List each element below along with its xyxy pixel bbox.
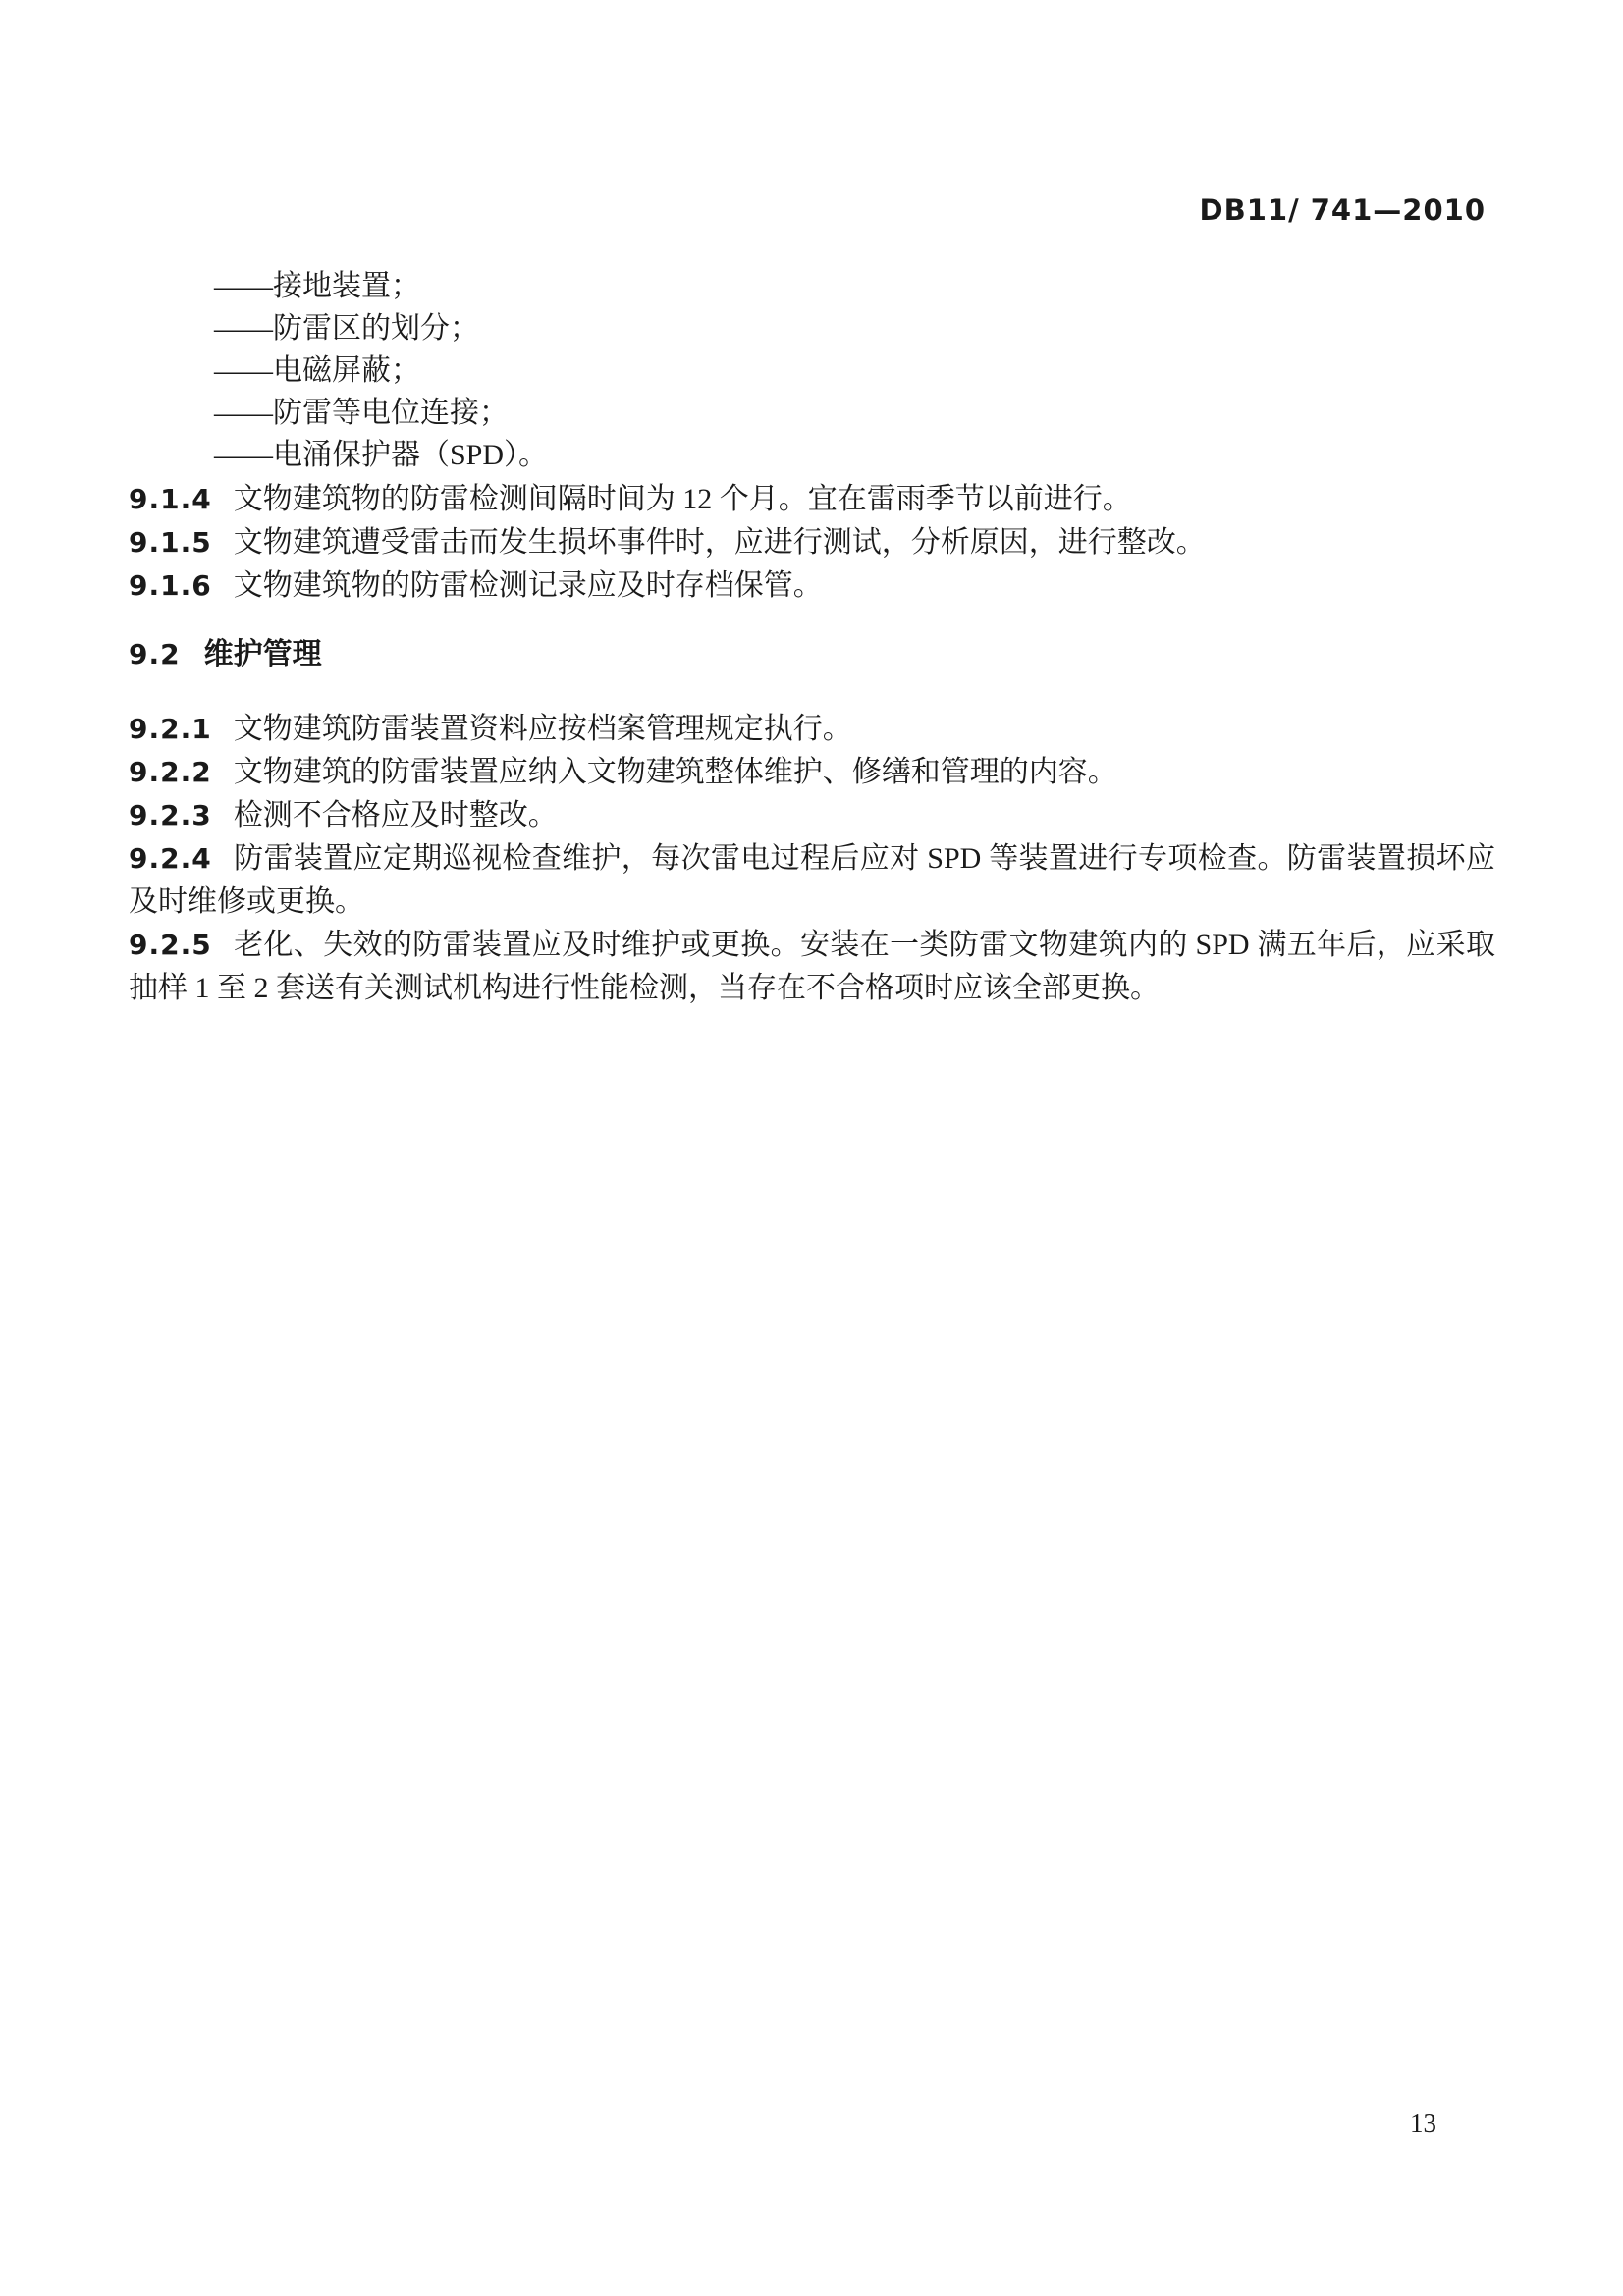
clause-9-2-3 <box>129 794 1495 837</box>
dash-list <box>129 265 1495 476</box>
clause-number: 9.2.3 <box>129 799 212 831</box>
section-title: 维护管理 <box>203 638 322 670</box>
page-number: 13 <box>1410 2109 1436 2138</box>
clause-9-2-2 <box>129 751 1495 794</box>
clause-text: 文物建筑遭受雷击而发生损坏事件时，应进行测试，分析原因，进行整改。 <box>233 526 1206 559</box>
clause-number: 9.1.6 <box>129 569 212 602</box>
section-number: 9.2 <box>129 638 181 670</box>
clause-9-2-4 <box>129 837 1495 924</box>
clause-text: 文物建筑的防雷装置应纳入文物建筑整体维护、修缮和管理的内容。 <box>233 756 1117 788</box>
list-item: ——防雷区的划分； <box>214 312 479 345</box>
list-item: ——接地装置； <box>214 270 420 302</box>
clause-number: 9.2.2 <box>129 756 212 788</box>
page-content <box>129 0 1495 1010</box>
clause-text: 检测不合格应及时整改。 <box>233 799 558 831</box>
clause-9-1-5 <box>129 521 1495 564</box>
clause-9-2-5 <box>129 924 1495 1010</box>
list-item: ——电磁屏蔽； <box>214 354 420 387</box>
clause-text: 文物建筑防雷装置资料应按档案管理规定执行。 <box>233 713 852 745</box>
clause-9-1-6 <box>129 564 1495 608</box>
clause-text: 文物建筑物的防雷检测记录应及时存档保管。 <box>233 569 823 602</box>
clause-text: 防雷装置应定期巡视检查维护，每次雷电过程后应对 SPD 等装置进行专项检查。防雷装置损坏应及时维修或更换。 <box>129 842 1495 918</box>
section-heading-9-2 <box>129 633 1495 676</box>
clause-number: 9.2.5 <box>129 929 212 961</box>
document-code-header: DB11/ 741—2010 <box>1199 193 1486 227</box>
clause-number: 9.2.4 <box>129 842 212 875</box>
clause-number: 9.2.1 <box>129 713 212 745</box>
clause-number: 9.1.5 <box>129 526 212 559</box>
section-9-1-clauses <box>129 478 1495 608</box>
section-9-2-clauses <box>129 708 1495 1010</box>
clause-9-1-4 <box>129 478 1495 521</box>
list-item: ——防雷等电位连接； <box>214 397 509 429</box>
list-item: ——电涌保护器（SPD）。 <box>214 439 549 471</box>
clause-number: 9.1.4 <box>129 483 212 515</box>
clause-text: 老化、失效的防雷装置应及时维护或更换。安装在一类防雷文物建筑内的 SPD 满五年后，应采取抽样 1 至 2 套送有关测试机构进行性能检测，当存在不合格项时应该全部更换。 <box>129 929 1495 1004</box>
clause-text: 文物建筑物的防雷检测间隔时间为 12 个月。宜在雷雨季节以前进行。 <box>233 483 1132 515</box>
clause-9-2-1 <box>129 708 1495 751</box>
